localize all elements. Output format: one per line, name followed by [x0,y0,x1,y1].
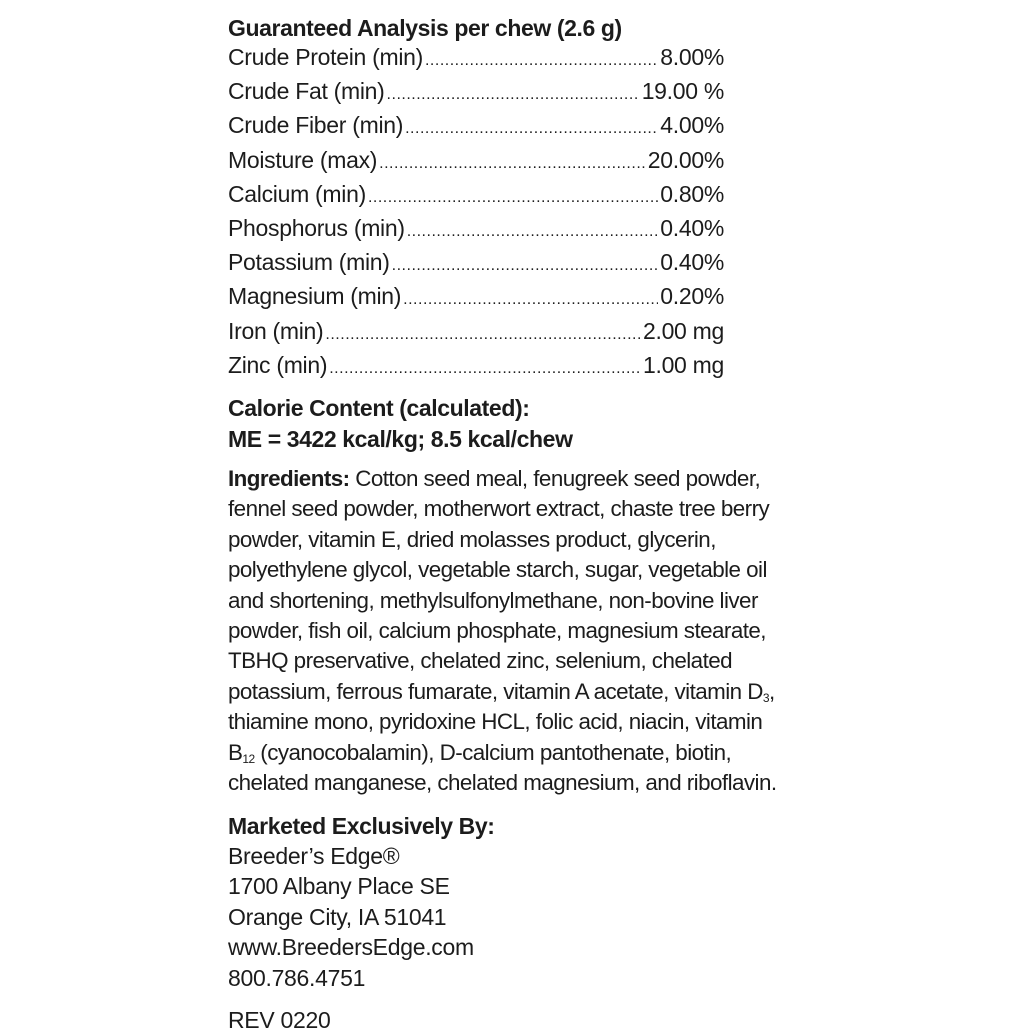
ingredients-line: chelated manganese, chelated magnesium, and riboflavin. [228,770,777,796]
nutrient-name: Crude Fiber (min) [228,112,404,139]
calorie-value: ME = 3422 kcal/kg; 8.5 kcal/chew [228,426,573,453]
website: www.BreedersEdge.com [228,934,474,960]
calorie-content [228,393,788,455]
nutrient-name: Potassium (min) [228,249,390,276]
dot-leader [368,179,658,213]
ingredients-line: polyethylene glycol, vegetable starch, sugar, vegetable oil [228,557,767,583]
company-name: Breeder’s Edge® [228,842,400,869]
nutrient-value: 0.40% [660,249,724,276]
ingredients-text: B [228,739,243,765]
ingredients-line: TBHQ preservative, chelated zinc, selenium, chelated [228,648,733,674]
ingredients-line: and shortening, methylsulfonylmethane, non-bovine liver [228,587,758,613]
nutrient-value: 2.00 mg [642,317,724,344]
ingredients-line [228,677,808,707]
dot-leader [407,213,659,247]
nutrient-value: 0.20% [660,283,724,310]
dot-leader [379,145,646,179]
ingredients-text: , [769,678,775,704]
analysis-row [228,247,724,281]
phone-number: 800.786.4751 [228,964,366,991]
ingredients-line: thiamine mono, pyridoxine HCL, folic acid, niacin, vitamin [228,709,763,735]
nutrient-value: 20.00% [647,146,724,173]
subscript-3: 3 [762,690,770,705]
analysis-row [228,145,724,179]
ingredients-line [228,464,808,494]
dot-leader [403,281,658,315]
marketer-heading: Marketed Exclusively By: [228,812,495,839]
subscript-12: 12 [242,751,255,766]
analysis-heading: Guaranteed Analysis per chew (2.6 g) [228,15,622,41]
calorie-heading: Calorie Content (calculated): [228,395,530,422]
analysis-row [228,42,724,76]
nutrient-name: Calcium (min) [228,180,366,207]
analysis-row [228,213,724,247]
analysis-row [228,281,724,315]
analysis-row [228,110,724,144]
nutrient-name: Zinc (min) [228,351,328,378]
nutrient-name: Crude Fat (min) [228,78,385,105]
revision-code: REV 0220 [228,1007,331,1033]
ingredients-line: powder, vitamin E, dried molasses product, glycerin, [228,526,716,552]
ingredients-text: potassium, ferrous fumarate, vitamin A acetate, vitamin D [228,678,763,704]
dot-leader [405,110,658,144]
dot-leader [392,247,659,281]
nutrient-value: 0.80% [660,180,724,207]
ingredients-line: fennel seed powder, motherwort extract, chaste tree berry [228,496,770,522]
ingredients [228,464,808,798]
nutrient-name: Moisture (max) [228,146,378,173]
nutrient-value: 1.00 mg [642,351,724,378]
ingredients-text: Cotton seed meal, fenugreek seed powder, [349,466,761,492]
marketer-info [228,811,788,994]
street-address: 1700 Albany Place SE [228,873,450,899]
nutrient-value: 0.40% [660,215,724,242]
analysis-row [228,350,724,384]
dot-leader [425,42,658,76]
nutrient-name: Crude Protein (min) [228,44,423,70]
analysis-row [228,76,724,110]
product-label [228,14,788,1035]
dot-leader [329,350,641,384]
nutrient-value: 4.00% [660,112,724,139]
analysis-list [228,42,724,384]
nutrient-name: Phosphorus (min) [228,215,405,242]
ingredients-line [228,738,808,768]
analysis-row [228,316,724,350]
ingredients-text: (cyanocobalamin), D-calcium pantothenate, biotin, [254,739,732,765]
guaranteed-analysis [228,14,788,384]
city-state-zip: Orange City, IA 51041 [228,903,447,930]
analysis-row [228,179,724,213]
ingredients-label: Ingredients: [228,466,350,492]
dot-leader [387,76,640,110]
nutrient-value: 19.00 % [641,78,724,105]
nutrient-name: Iron (min) [228,317,324,344]
nutrient-name: Magnesium (min) [228,283,402,310]
nutrient-value: 8.00% [660,44,724,70]
ingredients-line: powder, fish oil, calcium phosphate, magnesium stearate, [228,618,766,644]
dot-leader [325,316,641,350]
